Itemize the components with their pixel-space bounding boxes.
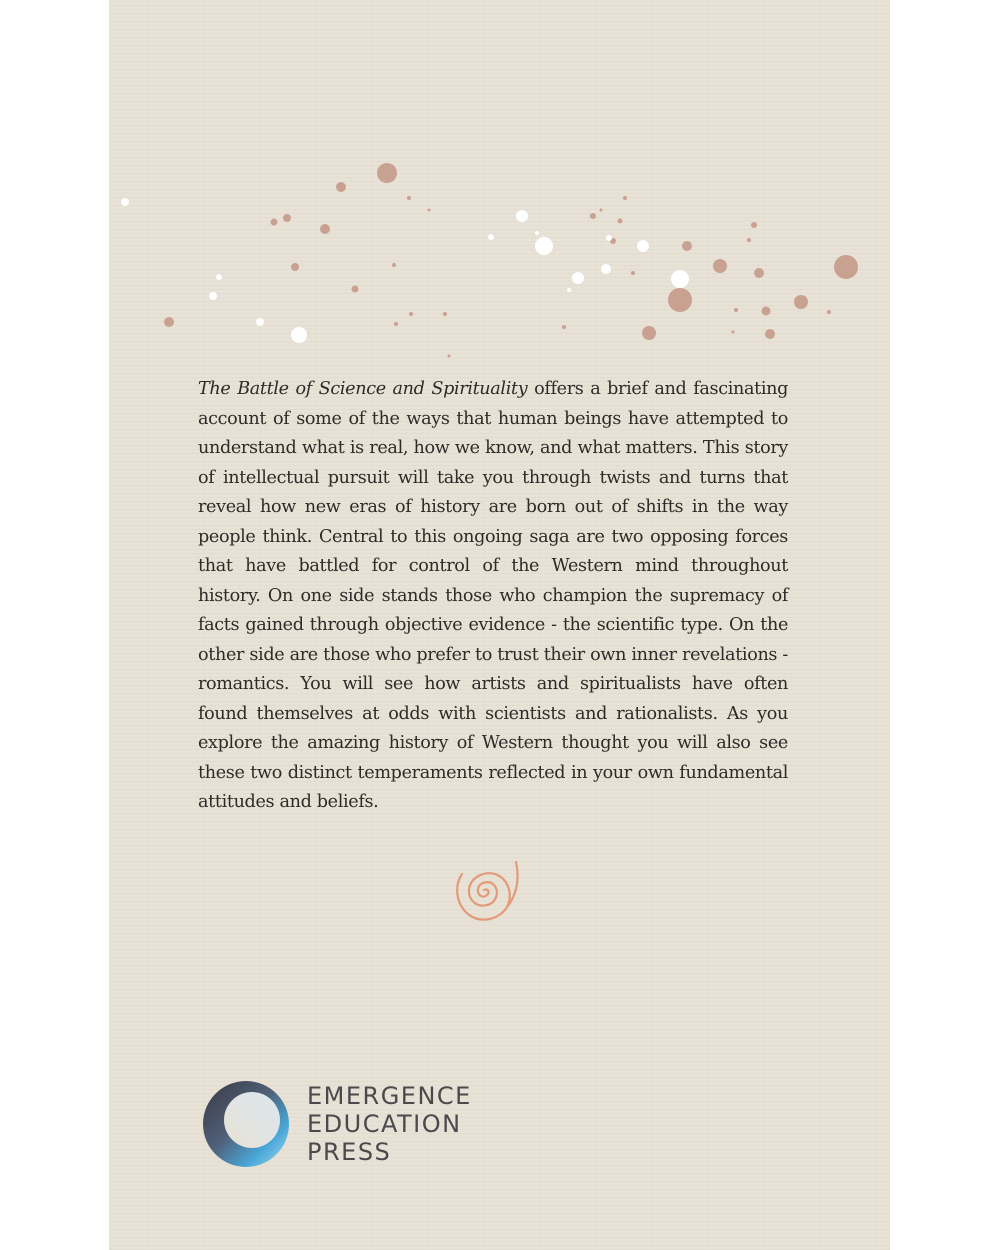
book-title: The Battle of Science and Spirituality <box>198 379 528 399</box>
emergence-ring-logo-icon <box>202 1078 292 1170</box>
paint-splatter-decoration <box>109 150 890 370</box>
description-body: offers a brief and fascinating account of some of the ways that human beings have attempted to understand what is real, how we know, and what matters. This story of intellectual pursuit will take you through twists and turns that reveal how new eras of history are born out of shifts in the way people think. Central to this ongoing saga are two opposing forces that have battled for control of the Western mind throughout history. On one side stands those who champion the supremacy of facts gained through objective evidence - the scientific type. On the other side are those who prefer to trust their own inner revelations - romantics. You will see how artists and spiritualists have often found themselves at odds with scientists and rationalists. As you explore the amazing history of Western thought you will also see these two distinct temperaments reflected in your own fundamental attitudes and beliefs. <box>198 379 788 812</box>
book-description <box>198 375 788 818</box>
publisher-name <box>307 1082 627 1166</box>
publisher-line-1: EMERGENCE <box>307 1082 472 1110</box>
publisher-line-2: EDUCATION <box>307 1110 462 1138</box>
spiral-icon <box>442 852 528 928</box>
publisher-line-3: PRESS <box>307 1138 392 1166</box>
back-cover <box>109 0 890 1250</box>
